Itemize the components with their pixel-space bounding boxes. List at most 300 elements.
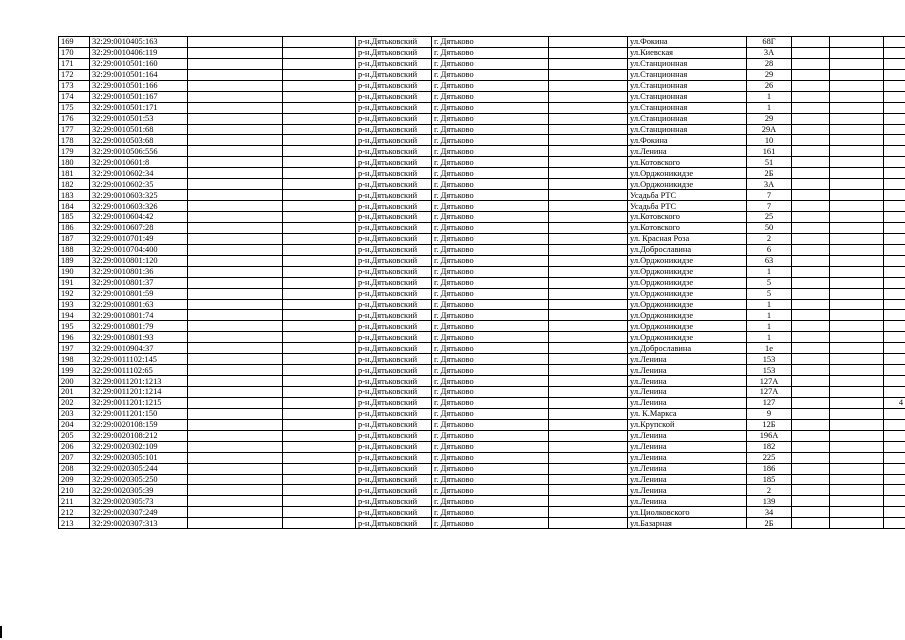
cadastral-number: 32:29:0010506:556 — [90, 146, 188, 157]
row-number: 185 — [59, 212, 90, 223]
cadastral-number: 32:29:0010501:160 — [90, 58, 188, 69]
street: ул.Орджоникидзе — [628, 277, 747, 288]
empty-cell — [283, 190, 356, 201]
empty-cell — [188, 80, 283, 91]
extra-value — [884, 430, 905, 441]
city: г. Дятьково — [432, 474, 549, 485]
empty-cell — [283, 80, 356, 91]
city: г. Дятьково — [432, 58, 549, 69]
empty-cell — [830, 37, 884, 48]
table-row — [59, 354, 905, 365]
city: г. Дятьково — [432, 244, 549, 255]
empty-cell — [830, 244, 884, 255]
cadastral-number: 32:29:0010501:164 — [90, 69, 188, 80]
cadastral-number: 32:29:0011102:145 — [90, 354, 188, 365]
empty-cell — [283, 222, 356, 233]
district: р-н.Дятьковский — [356, 299, 432, 310]
table-row — [59, 91, 905, 102]
city: г. Дятьково — [432, 441, 549, 452]
empty-cell — [188, 376, 283, 387]
empty-cell — [830, 452, 884, 463]
street: ул.Станционная — [628, 102, 747, 113]
empty-cell — [830, 441, 884, 452]
district: р-н.Дятьковский — [356, 212, 432, 223]
table-row — [59, 157, 905, 168]
house-number: 1 — [747, 266, 792, 277]
house-number: 3А — [747, 179, 792, 190]
extra-value: 4 — [884, 397, 905, 408]
empty-cell — [188, 441, 283, 452]
house-number: 10 — [747, 135, 792, 146]
empty-cell — [549, 354, 628, 365]
city: г. Дятьково — [432, 321, 549, 332]
empty-cell — [549, 244, 628, 255]
empty-cell — [830, 58, 884, 69]
cadastral-number: 32:29:0010801:59 — [90, 288, 188, 299]
cadastral-number: 32:29:0011201:1215 — [90, 397, 188, 408]
street: Усадьба РТС — [628, 201, 747, 212]
city: г. Дятьково — [432, 157, 549, 168]
row-number: 200 — [59, 376, 90, 387]
empty-cell — [549, 58, 628, 69]
row-number: 173 — [59, 80, 90, 91]
city: г. Дятьково — [432, 80, 549, 91]
district: р-н.Дятьковский — [356, 507, 432, 518]
district: р-н.Дятьковский — [356, 310, 432, 321]
street: ул.Орджоникидзе — [628, 266, 747, 277]
extra-value — [884, 201, 905, 212]
city: г. Дятьково — [432, 201, 549, 212]
empty-cell — [549, 146, 628, 157]
street: ул.Орджоникидзе — [628, 168, 747, 179]
empty-cell — [283, 168, 356, 179]
city: г. Дятьково — [432, 47, 549, 58]
empty-cell — [188, 190, 283, 201]
district: р-н.Дятьковский — [356, 255, 432, 266]
empty-cell — [549, 507, 628, 518]
cadastral-number: 32:29:0010406:119 — [90, 47, 188, 58]
empty-cell — [283, 113, 356, 124]
row-number: 196 — [59, 332, 90, 343]
table-row — [59, 518, 905, 529]
empty-cell — [188, 222, 283, 233]
empty-cell — [549, 288, 628, 299]
cadastral-number: 32:29:0010501:167 — [90, 91, 188, 102]
table-row — [59, 201, 905, 212]
empty-cell — [549, 91, 628, 102]
empty-cell — [188, 485, 283, 496]
row-number: 188 — [59, 244, 90, 255]
row-number: 177 — [59, 124, 90, 135]
house-number: 1 — [747, 332, 792, 343]
district: р-н.Дятьковский — [356, 441, 432, 452]
empty-cell — [792, 255, 830, 266]
district: р-н.Дятьковский — [356, 430, 432, 441]
empty-cell — [188, 321, 283, 332]
empty-cell — [283, 69, 356, 80]
empty-cell — [792, 69, 830, 80]
extra-value — [884, 485, 905, 496]
table-row — [59, 463, 905, 474]
empty-cell — [549, 397, 628, 408]
district: р-н.Дятьковский — [356, 157, 432, 168]
cadastral-number: 32:29:0020307:249 — [90, 507, 188, 518]
extra-value — [884, 47, 905, 58]
table-row — [59, 299, 905, 310]
extra-value — [884, 113, 905, 124]
city: г. Дятьково — [432, 299, 549, 310]
city: г. Дятьково — [432, 419, 549, 430]
table-row — [59, 233, 905, 244]
empty-cell — [830, 387, 884, 398]
table-row — [59, 343, 905, 354]
street: ул.Ленина — [628, 485, 747, 496]
empty-cell — [188, 69, 283, 80]
street: ул.Котовского — [628, 157, 747, 168]
empty-cell — [792, 408, 830, 419]
city: г. Дятьково — [432, 102, 549, 113]
table-row — [59, 47, 905, 58]
street: ул.Орджоникидзе — [628, 310, 747, 321]
empty-cell — [549, 496, 628, 507]
street: ул.Станционная — [628, 58, 747, 69]
empty-cell — [549, 387, 628, 398]
house-number: 2 — [747, 485, 792, 496]
empty-cell — [283, 255, 356, 266]
extra-value — [884, 507, 905, 518]
street: ул.Орджоникидзе — [628, 288, 747, 299]
district: р-н.Дятьковский — [356, 354, 432, 365]
street: ул.Ленина — [628, 397, 747, 408]
city: г. Дятьково — [432, 212, 549, 223]
table-row — [59, 430, 905, 441]
empty-cell — [792, 496, 830, 507]
row-number: 205 — [59, 430, 90, 441]
table-row — [59, 37, 905, 48]
table-row — [59, 288, 905, 299]
district: р-н.Дятьковский — [356, 452, 432, 463]
row-number: 190 — [59, 266, 90, 277]
empty-cell — [188, 146, 283, 157]
empty-cell — [830, 474, 884, 485]
empty-cell — [792, 201, 830, 212]
empty-cell — [830, 80, 884, 91]
street: ул.Ленина — [628, 430, 747, 441]
row-number: 210 — [59, 485, 90, 496]
empty-cell — [283, 37, 356, 48]
empty-cell — [283, 91, 356, 102]
city: г. Дятьково — [432, 397, 549, 408]
extra-value — [884, 69, 905, 80]
district: р-н.Дятьковский — [356, 397, 432, 408]
empty-cell — [283, 157, 356, 168]
street: ул.Доброславина — [628, 244, 747, 255]
row-number: 198 — [59, 354, 90, 365]
empty-cell — [549, 332, 628, 343]
extra-value — [884, 408, 905, 419]
empty-cell — [792, 485, 830, 496]
empty-cell — [188, 135, 283, 146]
empty-cell — [792, 332, 830, 343]
extra-value — [884, 233, 905, 244]
empty-cell — [549, 157, 628, 168]
empty-cell — [549, 408, 628, 419]
house-number: 127 — [747, 397, 792, 408]
empty-cell — [830, 496, 884, 507]
house-number: 2Б — [747, 168, 792, 179]
street: ул.Циолковского — [628, 507, 747, 518]
cadastral-number: 32:29:0010801:120 — [90, 255, 188, 266]
street: ул.Ленина — [628, 474, 747, 485]
empty-cell — [830, 146, 884, 157]
street: ул. К.Маркса — [628, 408, 747, 419]
city: г. Дятьково — [432, 69, 549, 80]
house-number: 1 — [747, 310, 792, 321]
street: ул.Ленина — [628, 387, 747, 398]
district: р-н.Дятьковский — [356, 266, 432, 277]
row-number: 187 — [59, 233, 90, 244]
city: г. Дятьково — [432, 146, 549, 157]
district: р-н.Дятьковский — [356, 485, 432, 496]
empty-cell — [283, 244, 356, 255]
cadastral-number: 32:29:0010501:68 — [90, 124, 188, 135]
row-number: 180 — [59, 157, 90, 168]
empty-cell — [792, 397, 830, 408]
district: р-н.Дятьковский — [356, 408, 432, 419]
extra-value — [884, 321, 905, 332]
empty-cell — [283, 47, 356, 58]
empty-cell — [549, 69, 628, 80]
empty-cell — [792, 146, 830, 157]
row-number: 191 — [59, 277, 90, 288]
extra-value — [884, 212, 905, 223]
empty-cell — [283, 58, 356, 69]
cadastral-number: 32:29:0010801:36 — [90, 266, 188, 277]
empty-cell — [830, 69, 884, 80]
empty-cell — [549, 376, 628, 387]
district: р-н.Дятьковский — [356, 37, 432, 48]
table-row — [59, 124, 905, 135]
row-number: 204 — [59, 419, 90, 430]
house-number: 29 — [747, 113, 792, 124]
empty-cell — [792, 135, 830, 146]
empty-cell — [188, 266, 283, 277]
extra-value — [884, 365, 905, 376]
district: р-н.Дятьковский — [356, 277, 432, 288]
empty-cell — [188, 37, 283, 48]
district: р-н.Дятьковский — [356, 387, 432, 398]
cadastral-number: 32:29:0020108:212 — [90, 430, 188, 441]
street: ул.Ленина — [628, 441, 747, 452]
empty-cell — [283, 365, 356, 376]
table-row — [59, 190, 905, 201]
cadastral-number: 32:29:0010801:74 — [90, 310, 188, 321]
table-row — [59, 266, 905, 277]
empty-cell — [188, 310, 283, 321]
cadastral-number: 32:29:0010601:8 — [90, 157, 188, 168]
empty-cell — [283, 408, 356, 419]
table-row — [59, 179, 905, 190]
extra-value — [884, 310, 905, 321]
empty-cell — [188, 255, 283, 266]
empty-cell — [792, 376, 830, 387]
empty-cell — [188, 233, 283, 244]
street: ул.Станционная — [628, 91, 747, 102]
empty-cell — [283, 441, 356, 452]
street: ул.Ленина — [628, 365, 747, 376]
empty-cell — [283, 452, 356, 463]
city: г. Дятьково — [432, 430, 549, 441]
street: ул.Станционная — [628, 113, 747, 124]
empty-cell — [830, 408, 884, 419]
street: ул.Орджоникидзе — [628, 321, 747, 332]
district: р-н.Дятьковский — [356, 113, 432, 124]
house-number: 28 — [747, 58, 792, 69]
cadastral-number: 32:29:0010704:400 — [90, 244, 188, 255]
empty-cell — [188, 47, 283, 58]
street: ул.Базарная — [628, 518, 747, 529]
empty-cell — [549, 80, 628, 91]
extra-value — [884, 277, 905, 288]
empty-cell — [188, 244, 283, 255]
table-row — [59, 135, 905, 146]
empty-cell — [283, 146, 356, 157]
empty-cell — [549, 441, 628, 452]
table-row — [59, 102, 905, 113]
street: ул.Киевская — [628, 47, 747, 58]
street: ул.Ленина — [628, 376, 747, 387]
house-number: 29 — [747, 69, 792, 80]
extra-value — [884, 80, 905, 91]
empty-cell — [792, 233, 830, 244]
empty-cell — [188, 518, 283, 529]
row-number: 213 — [59, 518, 90, 529]
extra-value — [884, 463, 905, 474]
empty-cell — [830, 102, 884, 113]
cadastral-registry-table — [58, 36, 905, 529]
table-row — [59, 365, 905, 376]
empty-cell — [188, 365, 283, 376]
extra-value — [884, 157, 905, 168]
empty-cell — [830, 397, 884, 408]
city: г. Дятьково — [432, 190, 549, 201]
extra-value — [884, 135, 905, 146]
house-number: 1 — [747, 91, 792, 102]
street: ул.Котовского — [628, 212, 747, 223]
row-number: 183 — [59, 190, 90, 201]
empty-cell — [188, 463, 283, 474]
district: р-н.Дятьковский — [356, 518, 432, 529]
extra-value — [884, 518, 905, 529]
table-row — [59, 244, 905, 255]
street: ул.Фокина — [628, 135, 747, 146]
table-row — [59, 212, 905, 223]
cadastral-number: 32:29:0010604:42 — [90, 212, 188, 223]
extra-value — [884, 452, 905, 463]
empty-cell — [188, 157, 283, 168]
empty-cell — [549, 299, 628, 310]
empty-cell — [830, 157, 884, 168]
city: г. Дятьково — [432, 255, 549, 266]
empty-cell — [830, 179, 884, 190]
empty-cell — [188, 397, 283, 408]
cadastral-number: 32:29:0020307:313 — [90, 518, 188, 529]
empty-cell — [283, 376, 356, 387]
empty-cell — [792, 387, 830, 398]
city: г. Дятьково — [432, 485, 549, 496]
house-number: 182 — [747, 441, 792, 452]
city: г. Дятьково — [432, 113, 549, 124]
empty-cell — [283, 397, 356, 408]
city: г. Дятьково — [432, 408, 549, 419]
table-row — [59, 255, 905, 266]
cadastral-number: 32:29:0020305:39 — [90, 485, 188, 496]
empty-cell — [549, 222, 628, 233]
empty-cell — [792, 179, 830, 190]
empty-cell — [549, 419, 628, 430]
row-number: 194 — [59, 310, 90, 321]
row-number: 202 — [59, 397, 90, 408]
cadastral-number: 32:29:0010602:34 — [90, 168, 188, 179]
row-number: 211 — [59, 496, 90, 507]
extra-value — [884, 266, 905, 277]
empty-cell — [549, 168, 628, 179]
district: р-н.Дятьковский — [356, 179, 432, 190]
row-number: 208 — [59, 463, 90, 474]
registry-body — [59, 37, 905, 529]
city: г. Дятьково — [432, 354, 549, 365]
empty-cell — [830, 190, 884, 201]
empty-cell — [549, 47, 628, 58]
empty-cell — [830, 310, 884, 321]
empty-cell — [549, 113, 628, 124]
extra-value — [884, 146, 905, 157]
empty-cell — [549, 179, 628, 190]
district: р-н.Дятьковский — [356, 343, 432, 354]
extra-value — [884, 441, 905, 452]
district: р-н.Дятьковский — [356, 288, 432, 299]
house-number: 68Г — [747, 37, 792, 48]
city: г. Дятьково — [432, 452, 549, 463]
empty-cell — [188, 496, 283, 507]
empty-cell — [549, 255, 628, 266]
empty-cell — [188, 419, 283, 430]
house-number: 127А — [747, 387, 792, 398]
cadastral-number: 32:29:0020305:101 — [90, 452, 188, 463]
city: г. Дятьково — [432, 288, 549, 299]
empty-cell — [549, 463, 628, 474]
empty-cell — [283, 518, 356, 529]
empty-cell — [188, 58, 283, 69]
table-row — [59, 496, 905, 507]
empty-cell — [188, 113, 283, 124]
house-number: 6 — [747, 244, 792, 255]
empty-cell — [188, 430, 283, 441]
table-row — [59, 146, 905, 157]
street: ул.Ленина — [628, 452, 747, 463]
cadastral-number: 32:29:0011102:65 — [90, 365, 188, 376]
empty-cell — [830, 201, 884, 212]
city: г. Дятьково — [432, 233, 549, 244]
district: р-н.Дятьковский — [356, 80, 432, 91]
empty-cell — [188, 212, 283, 223]
empty-cell — [792, 266, 830, 277]
house-number: 153 — [747, 354, 792, 365]
house-number: 51 — [747, 157, 792, 168]
extra-value — [884, 190, 905, 201]
empty-cell — [549, 233, 628, 244]
extra-value — [884, 354, 905, 365]
